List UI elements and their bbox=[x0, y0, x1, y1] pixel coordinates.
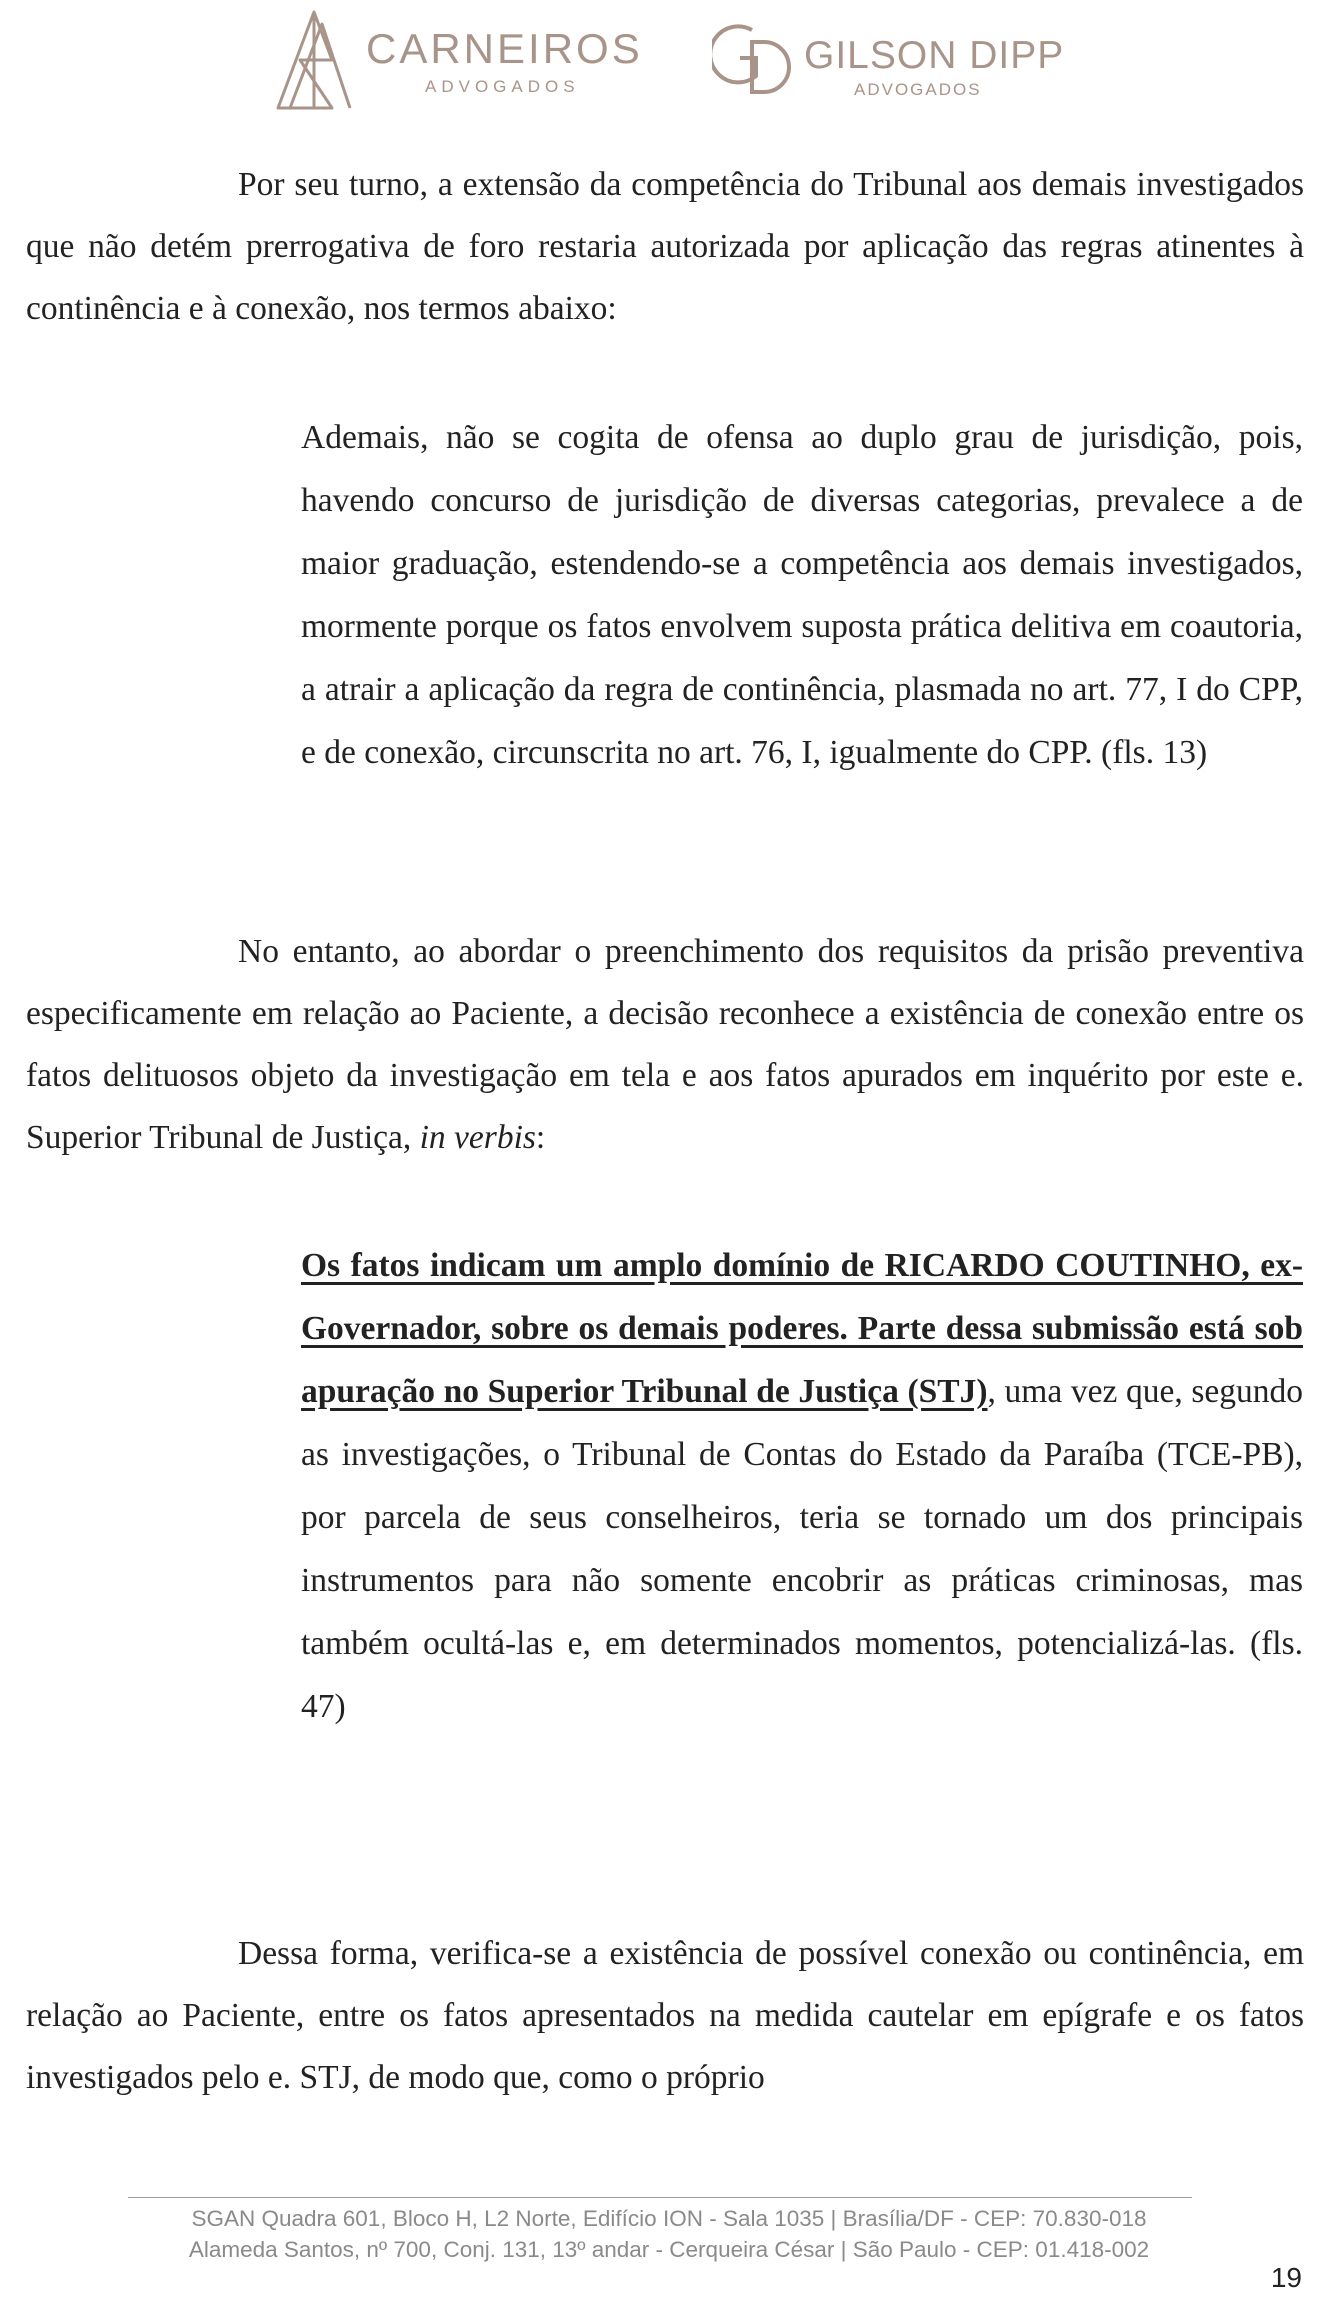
paragraph-3 bbox=[26, 1923, 1304, 2109]
footer-divider bbox=[128, 2197, 1192, 2198]
block-quote-2 bbox=[301, 1234, 1303, 1738]
paragraph-2-italic: in verbis bbox=[419, 1119, 536, 1156]
gilson-dipp-logo bbox=[712, 22, 1072, 102]
paragraph-1 bbox=[26, 154, 1304, 340]
paragraph-2-text: No entanto, ao abordar o preenchimento dos requisitos da prisão preventiva especificamente em relação ao Paciente, a decisão reconhece a existência de conexão entre os fatos delituosos objeto da investigação em tela e aos fatos apurados em inquérito por este e. Superior Tribunal de Justiça, bbox=[26, 933, 1304, 1156]
page-number: 19 bbox=[1270, 2262, 1302, 2293]
paragraph-1-text: Por seu turno, a extensão da competência do Tribunal aos demais investigados que não detém prerrogativa de foro restaria autorizada por aplicação das regras atinentes à continência e à conexão, nos termos abaixo: bbox=[26, 166, 1304, 327]
block-quote-2-text: , uma vez que, segundo as investigações, o Tribunal de Contas do Estado da Paraíba (TCE-PB), por parcela de seus conselheiros, teria se tornado um dos principais instrumentos para não somente encobrir as práticas criminosas, mas também ocultá-las e, em determinados momentos, potencializá-las. (fls. 47) bbox=[301, 1373, 1303, 1725]
paragraph-2 bbox=[26, 921, 1304, 1169]
footer-address-brasilia: SGAN Quadra 601, Bloco H, L2 Norte, Edifício ION - Sala 1035 | Brasília/DF - CEP: 70.830-018 bbox=[191, 2206, 1147, 2231]
block-quote-2-emphasis: Os fatos indicam um amplo domínio de RICARDO COUTINHO, ex-Governador, sobre os demais poderes. Parte dessa submissão está sob apuração no Superior Tribunal de Justiça (STJ) bbox=[301, 1247, 1303, 1410]
carneiros-logo-name: CARNEIROS bbox=[366, 25, 643, 72]
footer-address-sao-paulo: Alameda Santos, nº 700, Conj. 131, 13º andar - Cerqueira César | São Paulo - CEP: 01.418-002 bbox=[188, 2237, 1150, 2262]
block-quote-1: Ademais, não se cogita de ofensa ao duplo grau de jurisdição, pois, havendo concurso de jurisdição de diversas categorias, prevalece a de maior graduação, estendendo-se a competência aos demais investigados, mormente porque os fatos envolvem suposta prática delitiva em coautoria, a atrair a aplicação da regra de continência, plasmada no art. 77, I do CPP, e de conexão, circunscrita no art. 76, I, igualmente do CPP. (fls. 13) bbox=[301, 419, 1303, 771]
gilson-dipp-logo-name: GILSON DIPP bbox=[804, 34, 1065, 77]
carneiros-logo-mark-icon bbox=[270, 6, 360, 114]
gilson-dipp-logo-subtitle: ADVOGADOS bbox=[854, 80, 982, 99]
paragraph-2-end: : bbox=[535, 1119, 546, 1156]
carneiros-logo bbox=[270, 6, 643, 116]
gilson-dipp-logo-mark-icon bbox=[712, 22, 796, 96]
paragraph-3-text: Dessa forma, verifica-se a existência de possível conexão ou continência, em relação ao Paciente, entre os fatos apresentados na medida cautelar em epígrafe e os fatos investigados pelo e. STJ, de modo que, como o próprio bbox=[26, 1935, 1304, 2096]
carneiros-logo-subtitle: ADVOGADOS bbox=[425, 77, 580, 96]
